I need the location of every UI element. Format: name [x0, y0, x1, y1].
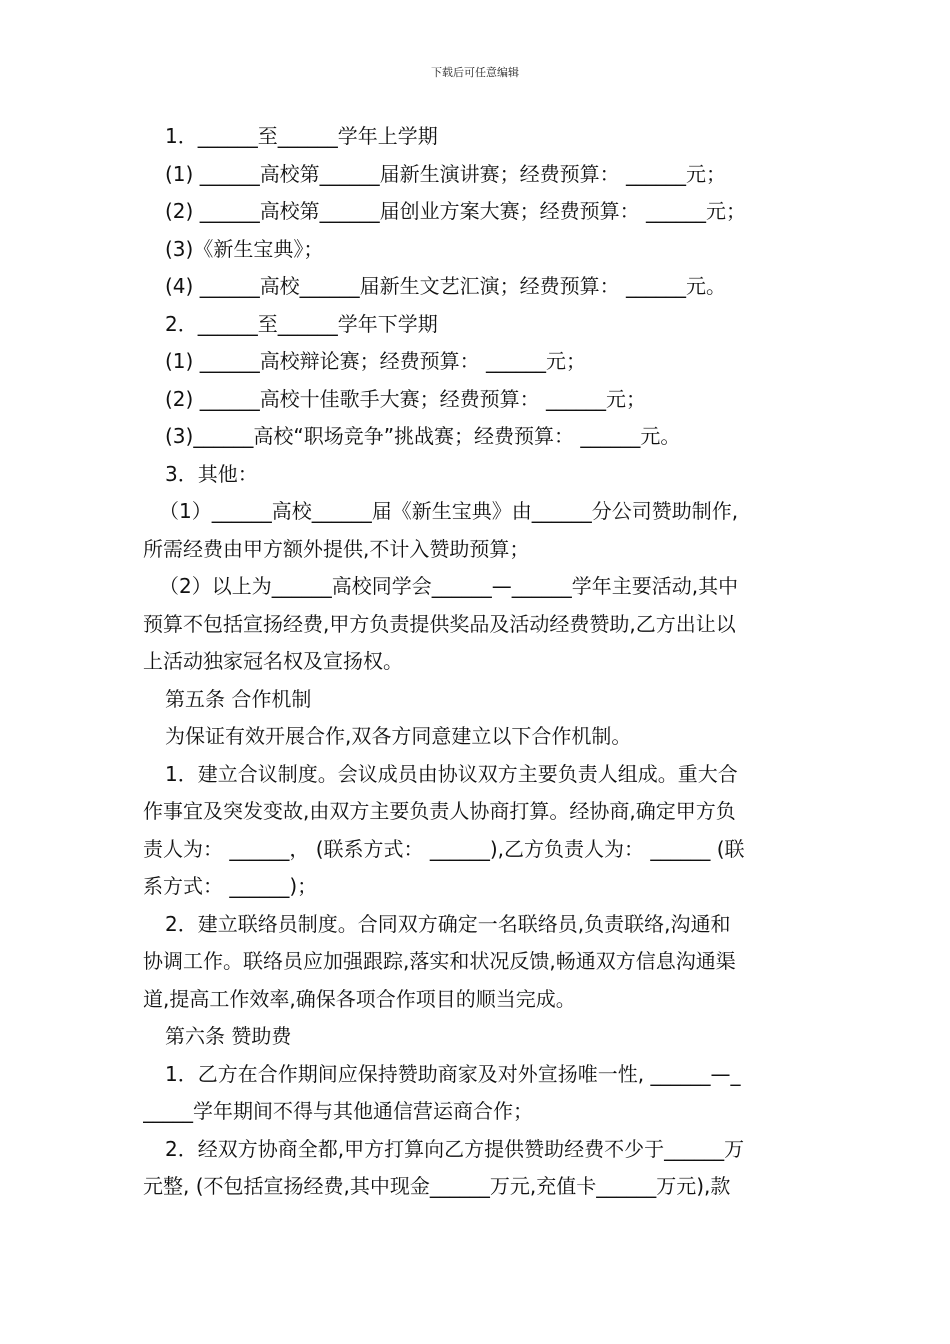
text-line: 所需经费由甲方额外提供,不计入赞助预算； — [143, 536, 530, 561]
text-line: 2．建立联络员制度。合同双方确定一名联络员,负责联络,沟通和 — [165, 911, 731, 936]
text-line: 预算不包括宣扬经费,甲方负责提供奖品及活动经费赞助,乙方出让以 — [143, 611, 736, 636]
text-line: (2) ______高校第______届创业方案大赛；经费预算： ______元； — [165, 199, 747, 223]
text-line: 第五条 合作机制 — [165, 686, 312, 711]
text-line: (1) ______高校第______届新生演讲赛；经费预算： ______元； — [165, 161, 727, 186]
document-body — [143, 118, 808, 1206]
text-line: 协调工作。联络员应加强跟踪,落实和状况反馈,畅通双方信息沟通渠 — [143, 949, 736, 973]
text-line: 2．经双方协商全都,甲方打算向乙方提供赞助经费不少于______万 — [165, 1136, 745, 1161]
text-line: (4) ______高校______届新生文艺汇演；经费预算： ______元。 — [165, 274, 727, 298]
text-line: （2）以上为______高校同学会______—______学年主要活动,其中 — [159, 574, 739, 598]
text-line: 责人为： ______， (联系方式： ______),乙方负责人为： ______ (联 — [143, 836, 745, 861]
text-line: 2．______至______学年下学期 — [165, 311, 438, 336]
text-line: 3．其他： — [165, 461, 258, 486]
text-line: 系方式： ______)； — [143, 874, 318, 898]
page-header: 下载后可任意编辑 — [431, 66, 519, 79]
text-line: 作事宜及突发变故,由双方主要负责人协商打算。经协商,确定甲方负 — [143, 799, 736, 823]
text-line: （1）______高校______届《新生宝典》由______分公司赞助制作, — [159, 499, 739, 523]
text-line: (2) ______高校十佳歌手大赛；经费预算： ______元； — [165, 386, 647, 411]
text-line: 上活动独家冠名权及宣扬权。 — [143, 649, 403, 673]
text-line: 为保证有效开展合作,双各方同意建立以下合作机制。 — [165, 724, 632, 748]
text-line: 第六条 赞助费 — [165, 1024, 292, 1048]
text-line: (3)《新生宝典》； — [165, 236, 324, 261]
text-line: _____学年期间不得与其他通信营运商合作； — [143, 1099, 533, 1123]
text-line: 1．建立合议制度。会议成员由协议双方主要负责人组成。重大合 — [165, 761, 738, 786]
text-line: (3)______高校“职场竞争”挑战赛；经费预算： ______元。 — [165, 424, 681, 448]
text-line: 道,提高工作效率,确保各项合作项目的顺当完成。 — [143, 986, 576, 1011]
text-line: 1．乙方在合作期间应保持赞助商家及对外宣扬唯一性, ______—_ — [165, 1061, 741, 1086]
text-line: (1) ______高校辩论赛；经费预算： ______元； — [165, 349, 587, 373]
text-line: 1．______至______学年上学期 — [165, 124, 438, 148]
text-line: 元整, (不包括宣扬经费,其中现金______万元,充值卡______万元),款 — [143, 1174, 731, 1198]
